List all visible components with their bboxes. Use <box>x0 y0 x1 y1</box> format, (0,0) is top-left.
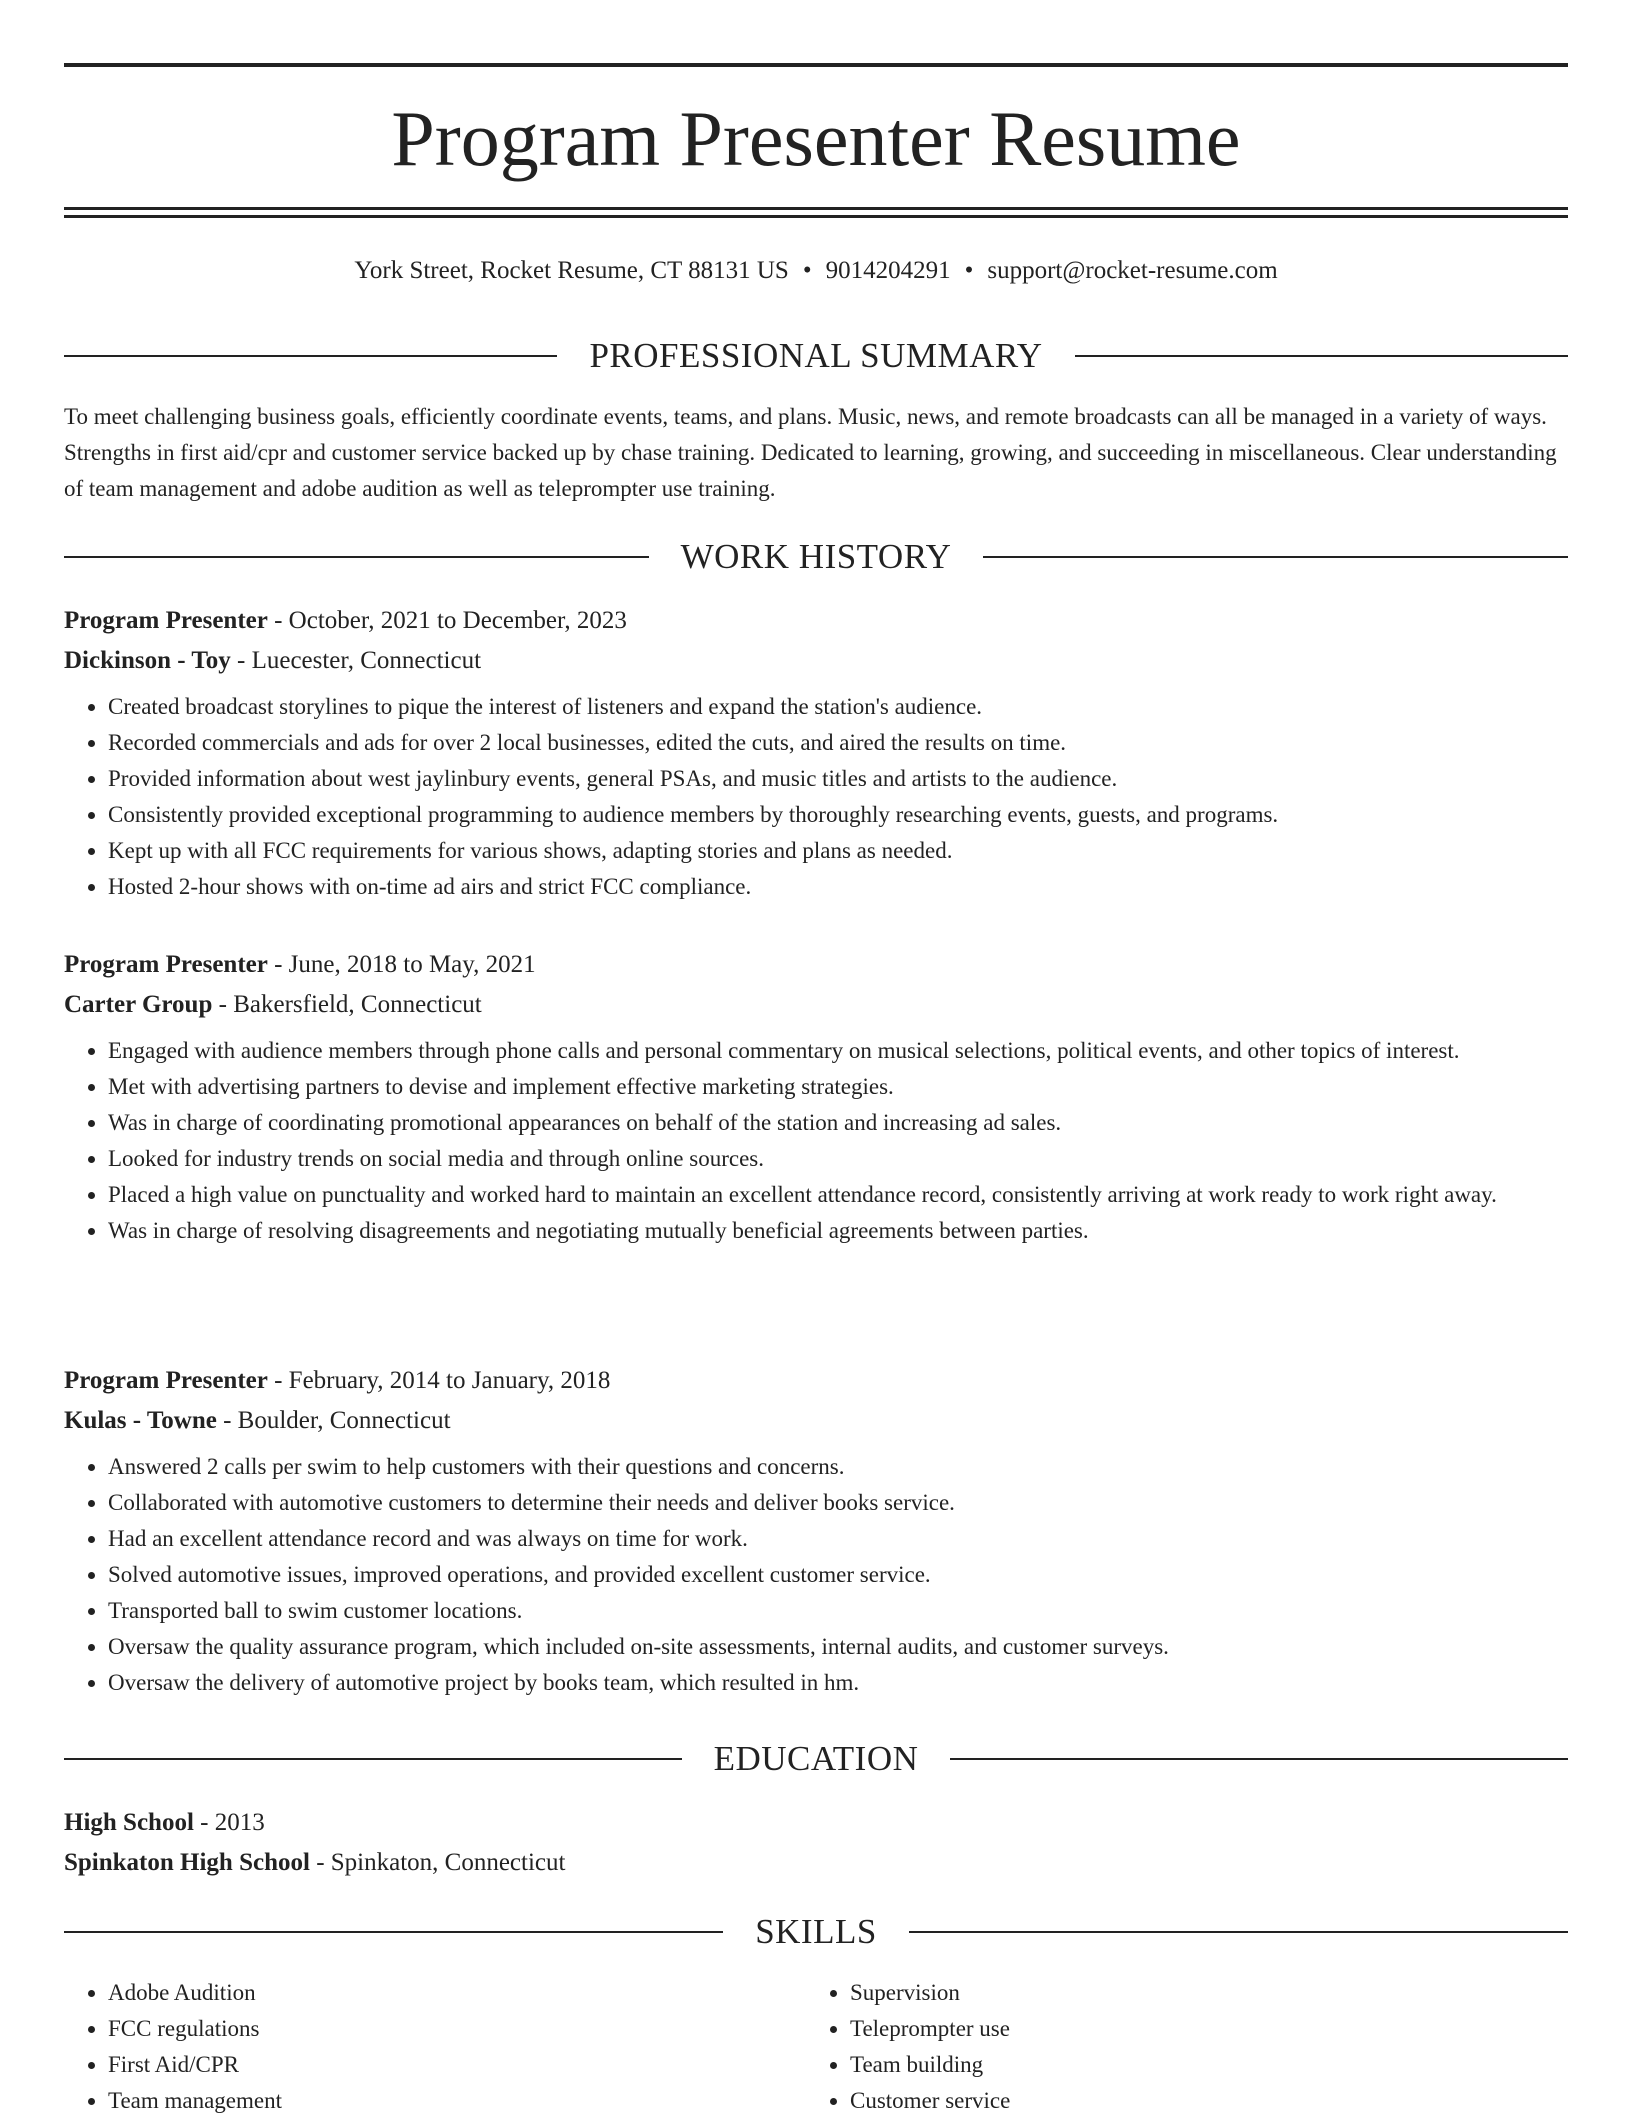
summary-block <box>64 399 1568 507</box>
job-location: - Bakersfield, Connecticut <box>212 991 482 1018</box>
education-degree-line <box>64 1803 1568 1843</box>
list-item: • First Aid/CPR <box>108 2047 806 2083</box>
job-company-line <box>64 1401 1568 1441</box>
summary-heading <box>64 334 1568 378</box>
list-item: • Engaged with audience members through phone calls and personal commentary on musical selections, political events, and other topics of interest. <box>108 1033 1568 1069</box>
list-item: • Customer service <box>850 2083 1548 2119</box>
job-title-line <box>64 1361 1568 1401</box>
contact-phone: 9014204291 <box>825 257 951 284</box>
list-item: • Team building <box>850 2047 1548 2083</box>
list-item: • FCC regulations <box>108 2011 806 2047</box>
job-location: - Boulder, Connecticut <box>216 1407 451 1434</box>
skills-column-right <box>806 1975 1548 2119</box>
list-item: • Consistently provided exceptional programming to audience members by thoroughly researching events, guests, and programs. <box>108 797 1568 833</box>
list-item: • Had an excellent attendance record and was always on time for work. <box>108 1521 1568 1557</box>
job-company: Kulas - Towne <box>64 1407 217 1434</box>
skills-list <box>64 1975 1568 2119</box>
job-title: Program Presenter <box>64 951 268 978</box>
job-company: Dickinson - Toy <box>64 647 231 674</box>
list-item: • Looked for industry trends on social media and through online sources. <box>108 1141 1568 1177</box>
education-heading-label: EDUCATION <box>713 1739 919 1778</box>
page-title: Program Presenter Resume <box>391 95 1241 182</box>
education-heading <box>64 1737 1568 1781</box>
list-item: • Hosted 2-hour shows with on-time ad airs and strict FCC compliance. <box>108 869 1568 905</box>
summary-text: To meet challenging business goals, efficiently coordinate events, teams, and plans. Music, news, and remote broadcasts can all be managed in a variety of ways. Strengths in first aid/cpr and customer service backed up by chase training. Dedicated to learning, growing, and succeeding in miscellaneous. Clear understanding of team management and adobe audition as well as teleprompter use training. <box>64 404 1557 501</box>
list-item: • Kept up with all FCC requirements for various shows, adapting stories and plans as needed. <box>108 833 1568 869</box>
contact-separator: • <box>802 257 812 284</box>
heading-rule <box>909 1931 1568 1933</box>
list-item: • Transported ball to swim customer locations. <box>108 1593 1568 1629</box>
job-dates: - June, 2018 to May, 2021 <box>267 951 536 978</box>
list-item: • Adobe Audition <box>108 1975 806 2011</box>
list-item: • Answered 2 calls per swim to help customers with their questions and concerns. <box>108 1449 1568 1485</box>
education-year: - 2013 <box>193 1809 265 1836</box>
list-item: • Created broadcast storylines to pique the interest of listeners and expand the station's audience. <box>108 689 1568 725</box>
contact-email: support@rocket-resume.com <box>987 257 1278 284</box>
list-item: • Solved automotive issues, improved operations, and provided excellent customer service. <box>108 1557 1568 1593</box>
job-entry <box>64 601 1568 905</box>
contact-address: York Street, Rocket Resume, CT 88131 US <box>354 257 789 284</box>
list-item: • Met with advertising partners to devise and implement effective marketing strategies. <box>108 1069 1568 1105</box>
job-entry <box>64 1361 1568 1701</box>
education-entry <box>64 1803 1568 1883</box>
skills-column-left <box>64 1975 806 2119</box>
list-item: • Recorded commercials and ads for over 2 local businesses, edited the cuts, and aired the results on time. <box>108 725 1568 761</box>
list-item: • Collaborated with automotive customers to determine their needs and deliver books service. <box>108 1485 1568 1521</box>
heading-rule <box>64 1931 723 1933</box>
job-dates: - October, 2021 to December, 2023 <box>267 607 627 634</box>
list-item: • Oversaw the quality assurance program, which included on-site assessments, internal audits, and customer surveys. <box>108 1629 1568 1665</box>
heading-rule <box>64 556 649 558</box>
job-title-line <box>64 945 1568 985</box>
job-title: Program Presenter <box>64 607 268 634</box>
list-item: • Placed a high value on punctuality and worked hard to maintain an excellent attendance record, consistently arriving at work ready to work right away. <box>108 1177 1568 1213</box>
list-item: • Teleprompter use <box>850 2011 1548 2047</box>
work-history-heading-label: WORK HISTORY <box>680 537 952 576</box>
job-company-line <box>64 641 1568 681</box>
education-school-line <box>64 1843 1568 1883</box>
title-rule-upper <box>64 207 1568 210</box>
contact-separator: • <box>964 257 974 284</box>
list-item: • Was in charge of resolving disagreements and negotiating mutually beneficial agreements between parties. <box>108 1213 1568 1249</box>
job-bullets <box>64 689 1568 905</box>
education-degree: High School <box>64 1809 194 1836</box>
skills-heading <box>64 1910 1568 1954</box>
job-bullets <box>64 1449 1568 1701</box>
list-item: • Supervision <box>850 1975 1548 2011</box>
education-location: - Spinkaton, Connecticut <box>309 1849 566 1876</box>
job-company-line <box>64 985 1568 1025</box>
top-rule <box>64 63 1568 67</box>
job-company: Carter Group <box>64 991 213 1018</box>
contact-line <box>64 255 1568 287</box>
job-location: - Luecester, Connecticut <box>230 647 482 674</box>
heading-rule <box>64 355 557 357</box>
job-title: Program Presenter <box>64 1367 268 1394</box>
job-title-line <box>64 601 1568 641</box>
heading-rule <box>983 556 1568 558</box>
list-item: • Oversaw the delivery of automotive project by books team, which resulted in hm. <box>108 1665 1568 1701</box>
work-history-heading <box>64 535 1568 579</box>
heading-rule <box>950 1758 1568 1760</box>
title-rule-lower <box>64 215 1568 218</box>
job-entry <box>64 945 1568 1249</box>
heading-rule <box>64 1758 682 1760</box>
heading-rule <box>1075 355 1568 357</box>
list-item: • Was in charge of coordinating promotional appearances on behalf of the station and increasing ad sales. <box>108 1105 1568 1141</box>
education-school: Spinkaton High School <box>64 1849 310 1876</box>
skills-heading-label: SKILLS <box>755 1912 877 1951</box>
summary-heading-label: PROFESSIONAL SUMMARY <box>589 336 1043 375</box>
job-bullets <box>64 1033 1568 1249</box>
list-item: • Provided information about west jaylinbury events, general PSAs, and music titles and artists to the audience. <box>108 761 1568 797</box>
job-dates: - February, 2014 to January, 2018 <box>267 1367 611 1394</box>
list-item: • Team management <box>108 2083 806 2119</box>
